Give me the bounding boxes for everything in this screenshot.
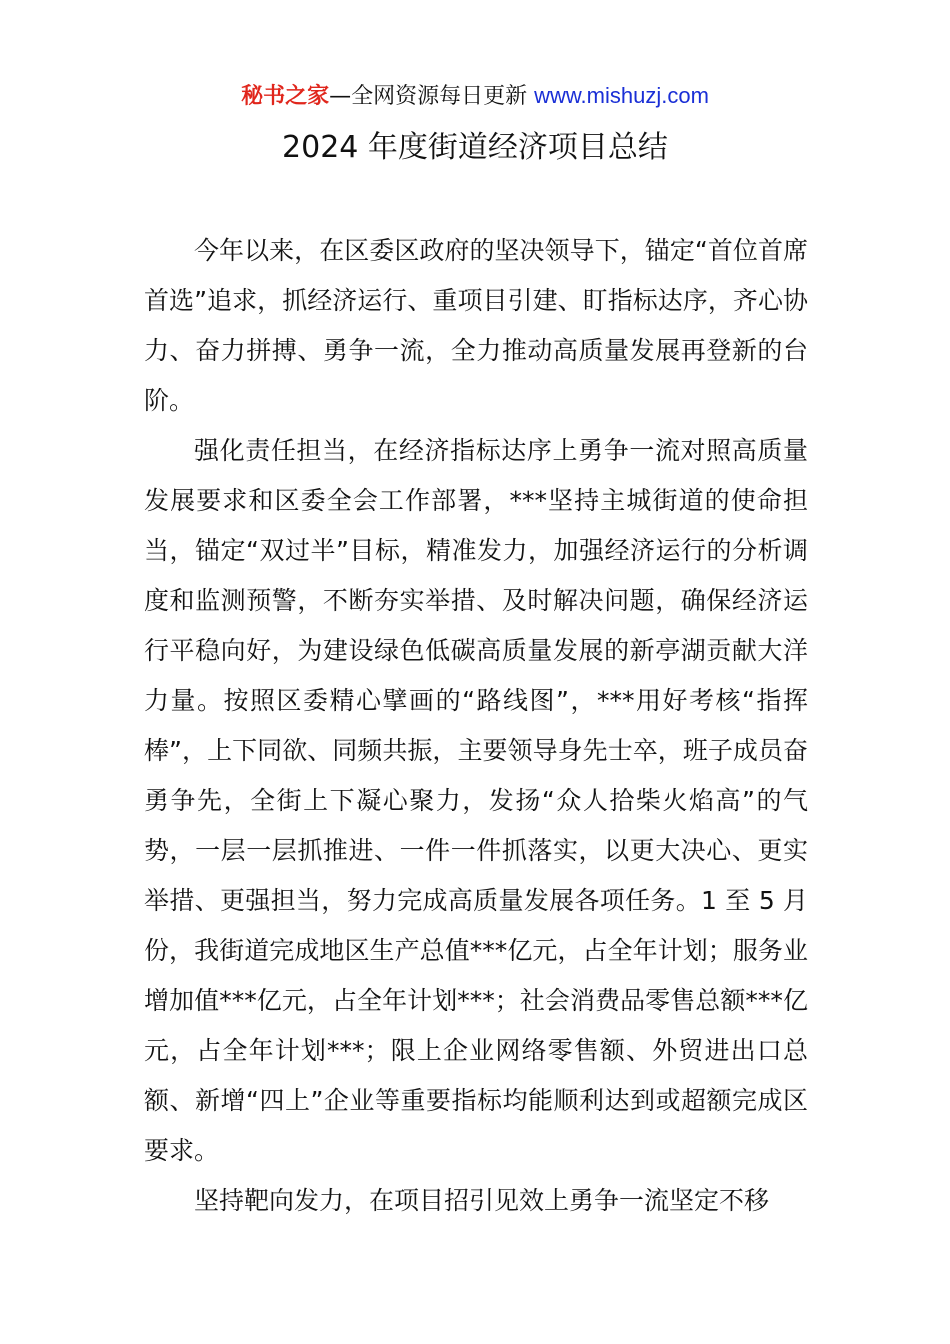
site-banner <box>0 80 950 113</box>
document-title: 2024 年度街道经济项目总结 <box>282 130 668 165</box>
site-tagline: —全网资源每日更新 <box>329 84 535 109</box>
paragraph-intro: 今年以来，在区委区政府的坚决领导下，锚定“首位首席首选”追求，抓经济运行、重项目引建、盯指标达序，齐心协力、奋力拼搏、勇争一流，全力推动高质量发展再登新的台阶。 <box>144 236 808 415</box>
site-brand: 秘书之家 <box>241 84 330 109</box>
document-body <box>144 226 808 1226</box>
paragraph-project-attraction: 坚持靶向发力，在项目招引见效上勇争一流坚定不移 <box>194 1186 770 1215</box>
site-url-link[interactable]: www.mishuzj.com <box>534 83 709 108</box>
paragraph-responsibility: 强化责任担当，在经济指标达序上勇争一流对照高质量发展要求和区委全会工作部署，***坚持主城街道的使命担当，锚定“双过半”目标，精准发力，加强经济运行的分析调度和监测预警，不断夯实举措、及时解决问题，确保经济运行平稳向好，为建设绿色低碳高质量发展的新亭湖贡献大洋力量。按照区委精心擘画的“路线图”，***用好考核“指挥棒”，上下同欲、同频共振，主要领导身先士卒，班子成员奋勇争先，全街上下凝心聚力，发扬“众人拾柴火焰高”的气势，一层一层抓推进、一件一件抓落实，以更大决心、更实举措、更强担当，努力完成高质量发展各项任务。1 至 5 月份，我街道完成地区生产总值***亿元，占全年计划；服务业增加值***亿元，占全年计划***；社会消费品零售总额***亿元，占全年计划***；限上企业网络零售额、外贸进出口总额、新增“四上”企业等重要指标均能顺利达到或超额完成区要求。 <box>144 436 808 1165</box>
